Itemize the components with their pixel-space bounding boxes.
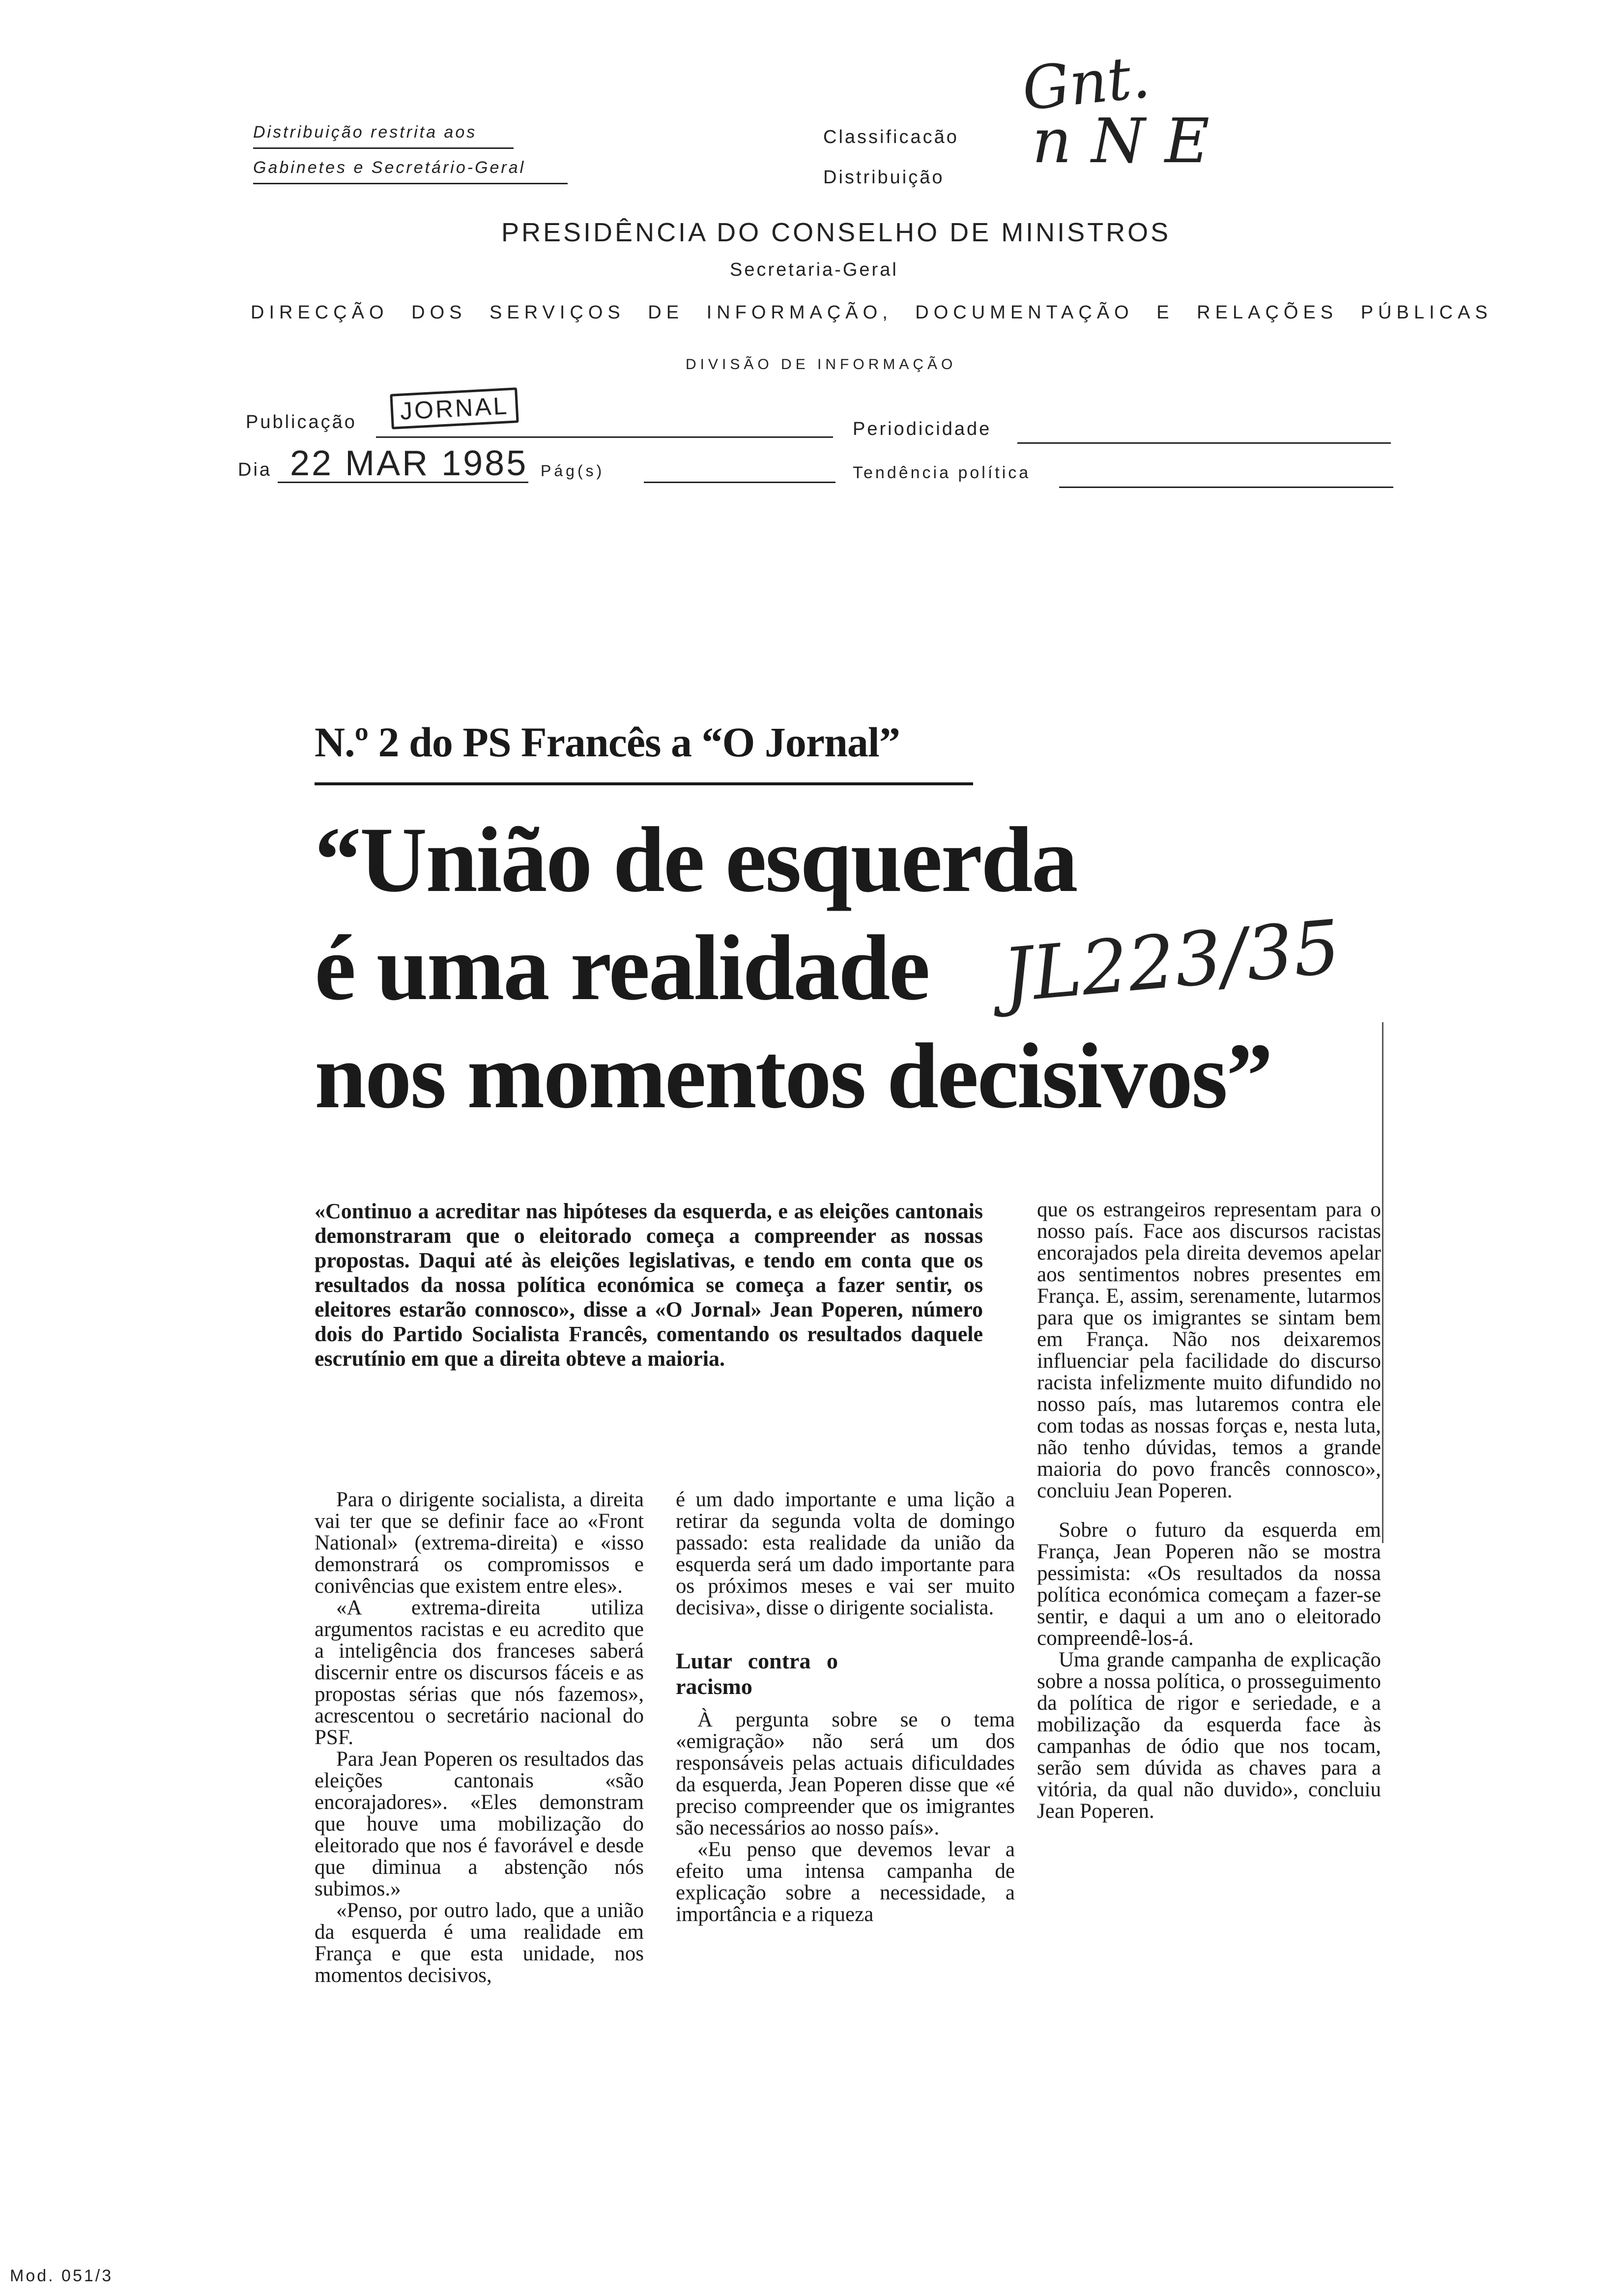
publication-stamp: JORNAL bbox=[390, 387, 519, 429]
distribution-restricted-line2: Gabinetes e Secretário-Geral bbox=[253, 158, 526, 177]
col3-paragraph-3: Uma grande campanha de explicação sobre a nossa política, o prosseguimento da política de rigor e seriedade, e a mobilização da esquerda face às campanhas de ódio que nos tocam, serão sem dúvida as chaves para a vitória, da qual não duvido», concluiu Jean Poperen. bbox=[1037, 1648, 1381, 1823]
tendency-label: Tendência política bbox=[853, 463, 1031, 482]
col1-paragraph-2: «A extrema-direita utiliza argumentos racistas e eu acredito que a inteligência dos franceses saberá discernir entre os discursos fáceis e as propostas sérias que nós fazemos», acrescentou o secretário nacional do PSF. bbox=[315, 1596, 644, 1749]
headline-line-1: “União de esquerda bbox=[315, 808, 1077, 912]
col2-subheading: Lutar contra o racismo bbox=[676, 1648, 838, 1699]
col1-paragraph-3: Para Jean Poperen os resultados das eleições cantonais «são encorajadores». «Eles demonstram que houve uma mobilização do eleitorado que nos é favorável e desde que diminua a abstenção nós subimos.» bbox=[315, 1748, 644, 1900]
article-column-1 bbox=[315, 1489, 644, 1986]
division-line: DIVISÃO DE INFORMAÇÃO bbox=[686, 356, 957, 373]
distribution-underline-1 bbox=[253, 147, 514, 149]
headline-line-2: é uma realidade bbox=[315, 917, 929, 1020]
margin-rule bbox=[1382, 1022, 1383, 1543]
col2-continuation: é um dado importante e uma lição a retirar da segunda volta de domingo passado: esta realidade da união da esquerda será um dado importante para os próximos meses e vai ser muito decisiva», disse o dirigente socialista. bbox=[676, 1488, 1015, 1619]
col1-paragraph-1: Para o dirigente socialista, a direita vai ter que se definir face ao «Front National» (extrema-direita) e «isso demonstrará os compromissos e conivências que existem entre eles». bbox=[315, 1488, 644, 1598]
handwritten-classification: nNE bbox=[1032, 106, 1230, 177]
org-title: PRESIDÊNCIA DO CONSELHO DE MINISTROS bbox=[501, 218, 1171, 247]
distribution-underline-2 bbox=[253, 183, 568, 184]
col1-paragraph-4: «Penso, por outro lado, que a união da esquerda é uma realidade em França e que esta unidade, nos momentos decisivos, bbox=[315, 1899, 644, 1987]
col2-paragraph-2: «Eu penso que devemos levar a efeito uma intensa campanha de explicação sobre a necessidade, a importância e a riqueza bbox=[676, 1838, 1015, 1926]
periodicity-line bbox=[1017, 442, 1391, 444]
kicker-rule bbox=[315, 782, 973, 785]
headline-line-3: nos momentos decisivos” bbox=[315, 1025, 1272, 1128]
distribution-restricted-line1: Distribuição restrita aos bbox=[253, 123, 477, 142]
article-lead: «Continuo a acreditar nas hipóteses da esquerda, e as eleições cantonais demonstraram que o eleitorado começa a compreender as nossas propostas. Daqui até às eleições legislativas, e tendo em conta que os resultados da nossa política económica se começa a fazer sentir, os eleitores estarão connosco», disse a «O Jornal» Jean Poperen, número dois do Partido Socialista Francês, comentando os resultados daquele escrutínio em que a direita obteve a maioria. bbox=[315, 1199, 983, 1371]
distribution-label: Distribuição bbox=[823, 167, 945, 188]
handwritten-top-note: Gnt. bbox=[1019, 42, 1153, 124]
org-subtitle: Secretaria-Geral bbox=[730, 259, 898, 280]
classification-label: Classificacão bbox=[823, 127, 959, 147]
col3-paragraph-2: Sobre o futuro da esquerda em França, Jean Poperen não se mostra pessimista: «Os resultados da nossa política económica começam a fazer-se sentir, e daqui a um ano o eleitorado compreendê-los-á. bbox=[1037, 1519, 1381, 1650]
publication-line bbox=[376, 436, 833, 438]
col3-paragraph-1: que os estrangeiros representam para o nosso país. Face aos discursos racistas encorajados pela direita devemos apelar aos sentimentos nobres presentes em França. E, assim, serenamente, lutarmos para que os imigrantes se sintam bem em França. Não nos deixaremos influenciar pela facilidade do discurso racista infelizmente muito difundido no nosso país, mas lutaremos contra ele com todas as nossas forças e, nesta luta, não tenho dúvidas, temos a grande maioria do povo francês connosco», concluiu Jean Poperen. bbox=[1037, 1198, 1381, 1502]
periodicity-label: Periodicidade bbox=[853, 419, 992, 439]
handwritten-reference: JL223/35 bbox=[999, 904, 1344, 1019]
article-column-2 bbox=[676, 1489, 1015, 1925]
article-kicker: N.º 2 do PS Francês a “O Jornal” bbox=[315, 718, 900, 766]
day-line bbox=[278, 482, 528, 483]
article-column-3 bbox=[1037, 1199, 1381, 1822]
direction-line: DIRECÇÃO DOS SERVIÇOS DE INFORMAÇÃO, DOCUMENTAÇÃO E RELAÇÕES PÚBLICAS bbox=[251, 302, 1493, 323]
tendency-line bbox=[1059, 487, 1393, 488]
col2-paragraph-1: À pergunta sobre se o tema «emigração» não será um dos responsáveis pelas actuais dificuldades da esquerda, Jean Poperen disse que «é preciso compreender que os imigrantes são necessários ao nosso país». bbox=[676, 1708, 1015, 1839]
form-code: Mod. 051/3 bbox=[10, 2267, 114, 2285]
publication-label: Publicação bbox=[246, 412, 357, 432]
day-label: Dia bbox=[238, 459, 272, 480]
day-value: 22 MAR 1985 bbox=[290, 444, 528, 483]
pages-line bbox=[644, 482, 835, 483]
pages-label: Pág(s) bbox=[541, 462, 605, 480]
